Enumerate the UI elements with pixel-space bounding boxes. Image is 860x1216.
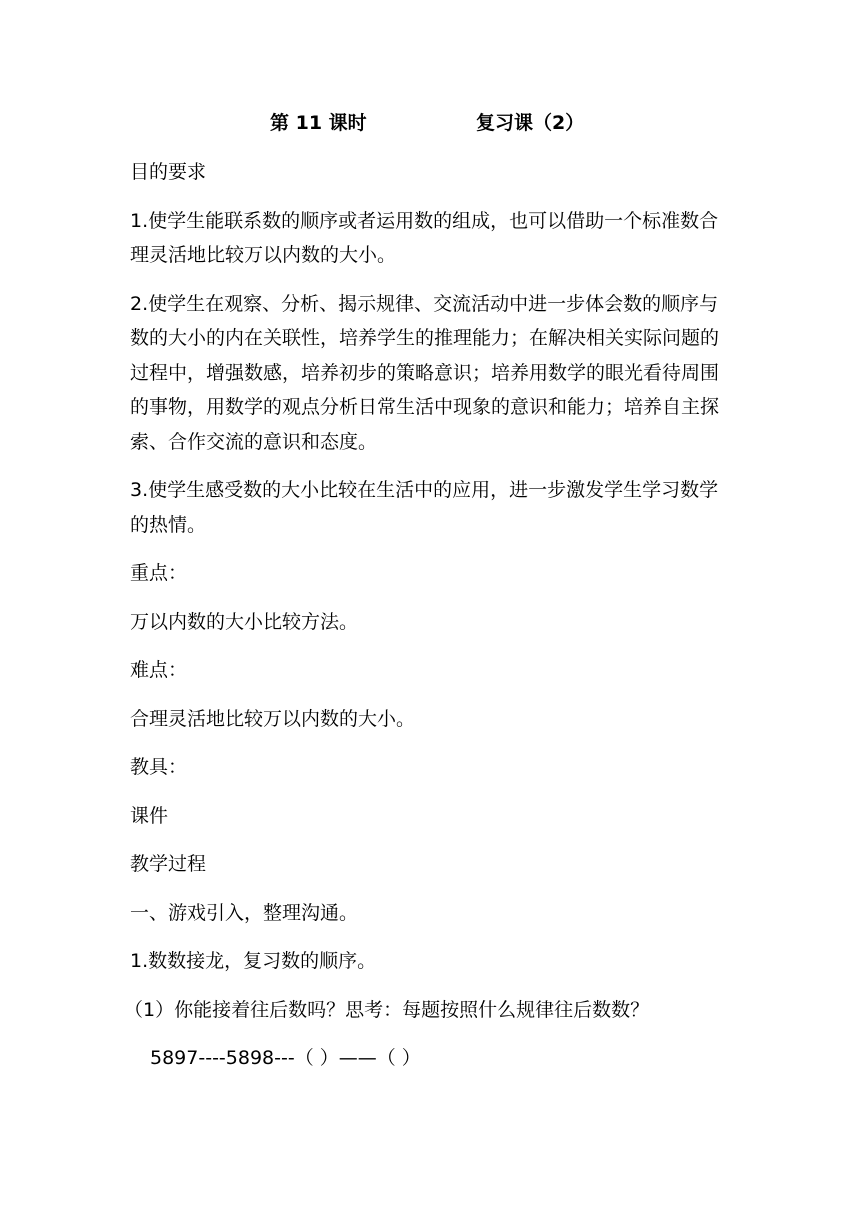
objective-1: 1.使学生能联系数的顺序或者运用数的组成，也可以借助一个标准数合理灵活地比较万以内数的大小。 [130,209,719,266]
difficulty-text: 合理灵活地比较万以内数的大小。 [130,707,416,730]
section-heading-difficulty: 难点： [130,659,188,681]
objective-2: 2.使学生在观察、分析、揭示规律、交流活动中进一步体会数的顺序与数的大小的内在关联性，培养学生的推理能力；在解决相关实际问题的过程中，增强数感，培养初步的策略意识；培养用数学的眼光看待周围的事物，用数学的观点分析日常生活中现象的意识和能力；培养自主探索、合作交流的意识和态度。 [130,292,720,453]
document-body [124,155,730,1090]
teaching-aids-text: 课件 [130,804,169,827]
objective-3: 3.使学生感受数的大小比较在生活中的应用，进一步激发学生学习数学的热情。 [130,479,719,536]
lesson-name: 复习课（2） [476,112,585,134]
key-point-text: 万以内数的大小比较方法。 [130,610,359,633]
section-heading-key-point: 重点： [130,562,188,584]
step-1-item-1: 1.数数接龙，复习数的顺序。 [130,950,377,972]
section-heading-process: 教学过程 [130,853,207,875]
number-sequence: 5897----5898---（ ）——（ ） [150,1047,421,1069]
step-1-heading: 一、游戏引入，整理沟通。 [130,901,359,924]
section-heading-objectives: 目的要求 [130,161,207,183]
lesson-number: 第 11 课时 [270,112,367,134]
lesson-title [0,108,860,138]
section-heading-teaching-aids: 教具： [130,756,188,778]
question-1: （1）你能接着往后数吗？思考：每题按照什么规律往后数数？ [124,998,650,1021]
